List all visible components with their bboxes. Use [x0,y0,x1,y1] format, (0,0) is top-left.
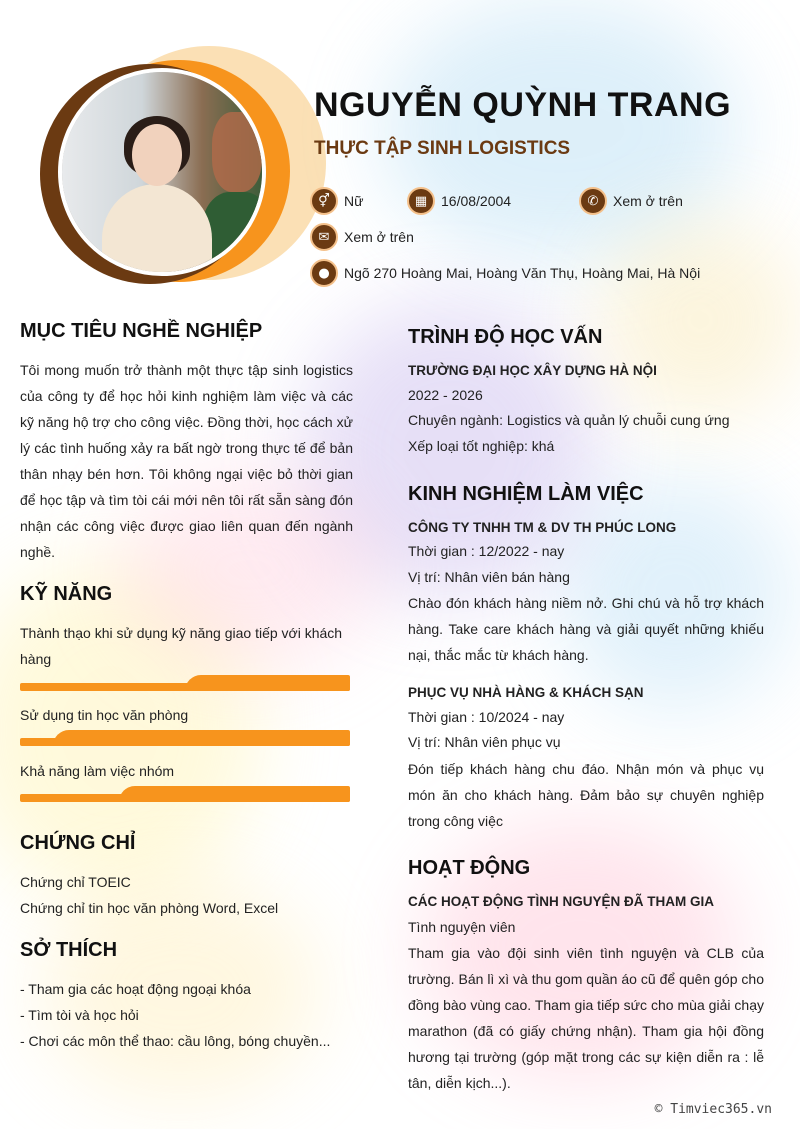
job-company: PHỤC VỤ NHÀ HÀNG & KHÁCH SẠN [408,685,644,700]
hobby-item: - Tìm tòi và học hỏi [20,1007,139,1023]
address-value: Ngõ 270 Hoàng Mai, Hoàng Văn Thụ, Hoàng Mai, Hà Nội [344,265,701,281]
hobbies-title: SỞ THÍCH [20,939,118,961]
job-description: Đón tiếp khách hàng chu đáo. Nhận món và phục vụ món ăn cho khách hàng. Đảm bảo sự chuyên nghiệp trong công việc [408,761,764,829]
activities-title: HOẠT ĐỘNG [408,857,531,879]
job-position: Vị trí: Nhân viên phục vụ [408,734,561,750]
education-years: 2022 - 2026 [408,387,483,403]
hobby-item: - Chơi các môn thể thao: cầu lông, bóng chuyền... [20,1033,331,1049]
email-info [310,223,414,251]
education-grade: Xếp loại tốt nghiệp: khá [408,438,555,454]
calendar-icon: ▦ [407,187,435,215]
activity-description: Tham gia vào đội sinh viên tình nguyện và CLB của trường. Bán lì xì và thu gom quần áo cũ để quên góp cho đồng bào vùng cao. Tham gia tiếp sức cho mùa giải chạy marathon (đã có giấy chứng nhận). Tham gia hội đồng hương tại trường (góp mặt trong các sự kiện diễn ra : lễ tân, diễn kịch...). [408,945,764,1091]
skill-bar [20,730,350,746]
birthday-value: 16/08/2004 [441,193,512,209]
skill-bar-fill [53,730,350,746]
job-company: CÔNG TY TNHH TM & DV TH PHÚC LONG [408,520,677,535]
objective-title: MỤC TIÊU NGHỀ NGHIỆP [20,320,263,342]
job-title: THỰC TẬP SINH LOGISTICS [314,138,571,159]
job-time: Thời gian : 12/2022 - nay [408,543,565,559]
skill-label: Sử dụng tin học văn phòng [20,707,189,723]
skill-bar-fill [119,786,350,802]
skill-label-cont: hàng [20,651,52,667]
certificates-title: CHỨNG CHỈ [20,832,136,854]
job-time: Thời gian : 10/2024 - nay [408,709,565,725]
profile-photo-frame [40,42,290,282]
email-value: Xem ở trên [344,229,414,245]
school-name: TRƯỜNG ĐẠI HỌC XÂY DỰNG HÀ NỘI [408,363,657,378]
skill-label: Thành thạo khi sử dụng kỹ năng giao tiếp với khách [20,625,343,641]
phone-info [579,187,683,215]
hobby-item: - Tham gia các hoạt động ngoại khóa [20,981,251,997]
skills-title: KỸ NĂNG [20,583,113,605]
skill-bar-fill [185,675,350,691]
phone-icon: ✆ [579,187,607,215]
email-icon: ✉ [310,223,338,251]
skill-label: Khả năng làm việc nhóm [20,763,175,779]
gender-icon: ⚥ [310,187,338,215]
objective-text: Tôi mong muốn trở thành một thực tập sinh logistics của công ty để học hỏi kinh nghiệm làm việc và các kỹ năng hộ trợ cho công việc. Đồng thời, học cách xử lý các tình huống xảy ra bất ngờ trong thực tế để bản thân nhạy bén hơn. Tôi không ngại việc bỏ thời gian để học tập và tìm tòi cái mới nên tôi rất sẵn sàng đón nhận các công việc được giao liên quan đến ngành nghề. [20,362,353,560]
experience-title: KINH NGHIỆM LÀM VIỆC [408,483,644,505]
avatar [58,68,266,276]
gender-value: Nữ [344,193,364,209]
candidate-name: NGUYỄN QUỲNH TRANG [314,86,732,124]
job-position: Vị trí: Nhân viên bán hàng [408,569,570,585]
footer-watermark: © Timviec365.vn [654,1102,772,1117]
skill-bar [20,786,350,802]
education-title: TRÌNH ĐỘ HỌC VẤN [408,326,603,348]
certificate-item: Chứng chỉ tin học văn phòng Word, Excel [20,900,279,916]
address-info [310,259,700,287]
job-description: Chào đón khách hàng niềm nở. Ghi chú và hỗ trợ khách hàng. Take care khách hàng và giải quyết những khiếu nại, thắc mắc từ khách hàng. [408,595,764,663]
activity-role: Tình nguyện viên [408,919,516,935]
certificate-item: Chứng chỉ TOEIC [20,874,131,890]
location-icon: ● [310,259,338,287]
activity-org: CÁC HOẠT ĐỘNG TÌNH NGUYỆN ĐÃ THAM GIA [408,894,714,909]
education-major: Chuyên ngành: Logistics và quản lý chuỗi cung ứng [408,412,730,428]
phone-value: Xem ở trên [613,193,683,209]
gender-info [310,187,363,215]
birthday-info [407,187,511,215]
skill-bar [20,675,350,691]
